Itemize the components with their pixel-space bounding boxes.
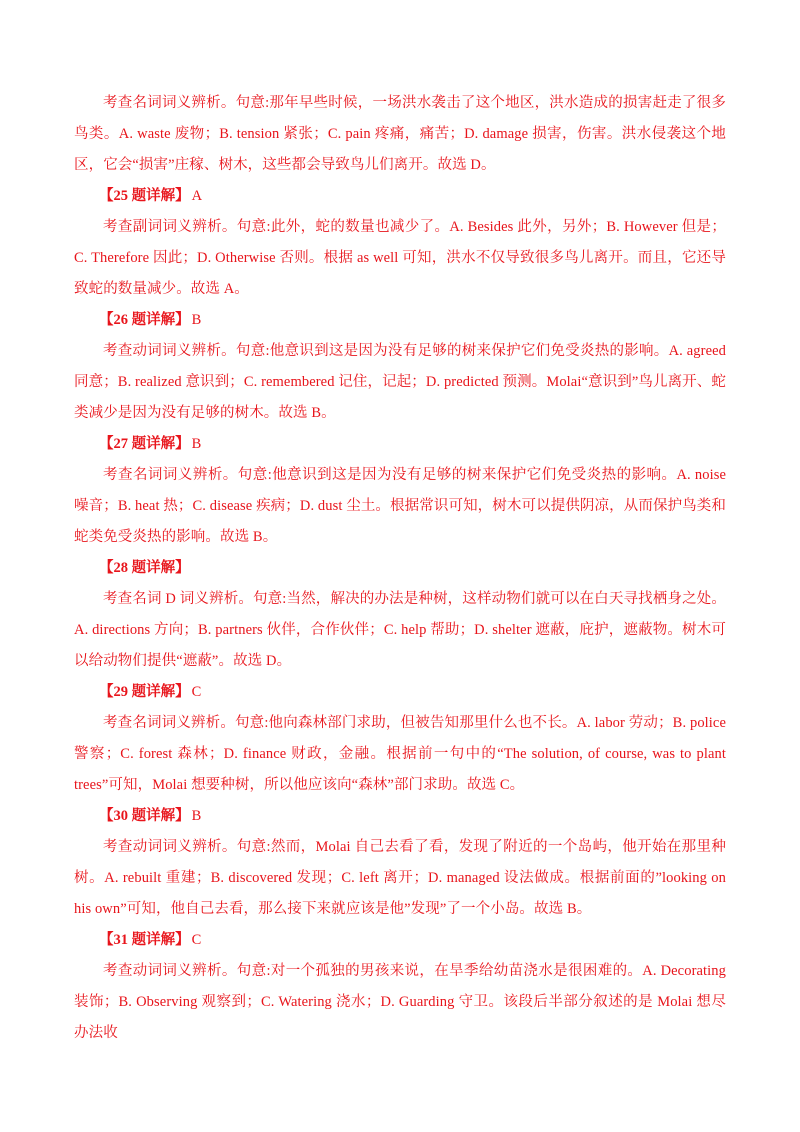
- answer-letter: B: [191, 436, 202, 452]
- answer-letter: C: [191, 684, 202, 700]
- question-heading-label: 【27 题详解】: [99, 436, 190, 452]
- answer-letter: B: [191, 808, 202, 824]
- explanation-paragraph: 考查名词 D 词义辨析。句意:当然，解决的办法是种树，这样动物们就可以在白天寻找栖身之处。A. directions 方向；B. partners 伙伴，合作伙伴；C. help 帮助；D. shelter 遮蔽，庇护，遮蔽物。树木可以给动物们提供“遮蔽”。故选 D。: [74, 591, 726, 669]
- question-heading-label: 【28 题详解】: [99, 560, 190, 576]
- question-heading-label: 【31 题详解】: [99, 932, 190, 948]
- explanation-paragraph: 考查名词词义辨析。句意:他向森林部门求助，但被告知那里什么也不长。A. labor 劳动；B. police 警察；C. forest 森林；D. finance 财政，金融。根据前一句中的“The solution, of course, was to plant trees”可知，Molai 想要种树，所以他应该向“森林”部门求助。故选 C。: [74, 715, 726, 793]
- question-heading-label: 【29 题详解】: [99, 684, 190, 700]
- question-heading: [74, 305, 726, 336]
- question-heading-label: 【26 题详解】: [99, 312, 190, 328]
- explanation-paragraph: 考查副词词义辨析。句意:此外，蛇的数量也减少了。A. Besides 此外，另外；B. However 但是；C. Therefore 因此；D. Otherwise 否则。根据 as well 可知，洪水不仅导致很多鸟儿离开。而且，它还导致蛇的数量减少。故选 A。: [74, 219, 726, 297]
- answer-letter: A: [191, 188, 203, 204]
- document-body: [74, 88, 726, 1049]
- question-heading: [74, 801, 726, 832]
- question-heading: [74, 181, 726, 212]
- explanation-paragraph: 考查名词词义辨析。句意:那年早些时候，一场洪水袭击了这个地区，洪水造成的损害赶走了很多鸟类。A. waste 废物；B. tension 紧张；C. pain 疼痛，痛苦；D. damage 损害，伤害。洪水侵袭这个地区，它会“损害”庄稼、树木，这些都会导致鸟儿们离开。故选 D。: [74, 95, 726, 173]
- explanation-paragraph: 考查动词词义辨析。句意:对一个孤独的男孩来说，在旱季给幼苗浇水是很困难的。A. Decorating 装饰；B. Observing 观察到；C. Watering 浇水；D. Guarding 守卫。该段后半部分叙述的是 Molai 想尽办法收: [74, 963, 726, 1041]
- question-heading-label: 【25 题详解】: [99, 188, 190, 204]
- answer-letter: B: [191, 312, 202, 328]
- question-heading: [74, 553, 726, 584]
- question-heading: [74, 429, 726, 460]
- question-heading-label: 【30 题详解】: [99, 808, 190, 824]
- explanation-paragraph: 考查名词词义辨析。句意:他意识到这是因为没有足够的树来保护它们免受炎热的影响。A. noise 噪音；B. heat 热；C. disease 疾病；D. dust 尘土。根据常识可知，树木可以提供阴凉，从而保护鸟类和蛇类免受炎热的影响。故选 B。: [74, 467, 726, 545]
- explanation-paragraph: 考查动词词义辨析。句意:然而，Molai 自己去看了看，发现了附近的一个岛屿，他开始在那里种树。A. rebuilt 重建；B. discovered 发现；C. left 离开；D. managed 设法做成。根据前面的”looking on his own”可知，他自己去看，那么接下来就应该是他”发现”了一个小岛。故选 B。: [74, 839, 726, 917]
- explanation-paragraph: 考查动词词义辨析。句意:他意识到这是因为没有足够的树来保护它们免受炎热的影响。A. agreed 同意；B. realized 意识到；C. remembered 记住，记起；D. predicted 预测。Molai“意识到”鸟儿离开、蛇类减少是因为没有足够的树木。故选 B。: [74, 343, 726, 421]
- question-heading: [74, 925, 726, 956]
- question-heading: [74, 677, 726, 708]
- answer-letter: C: [191, 932, 202, 948]
